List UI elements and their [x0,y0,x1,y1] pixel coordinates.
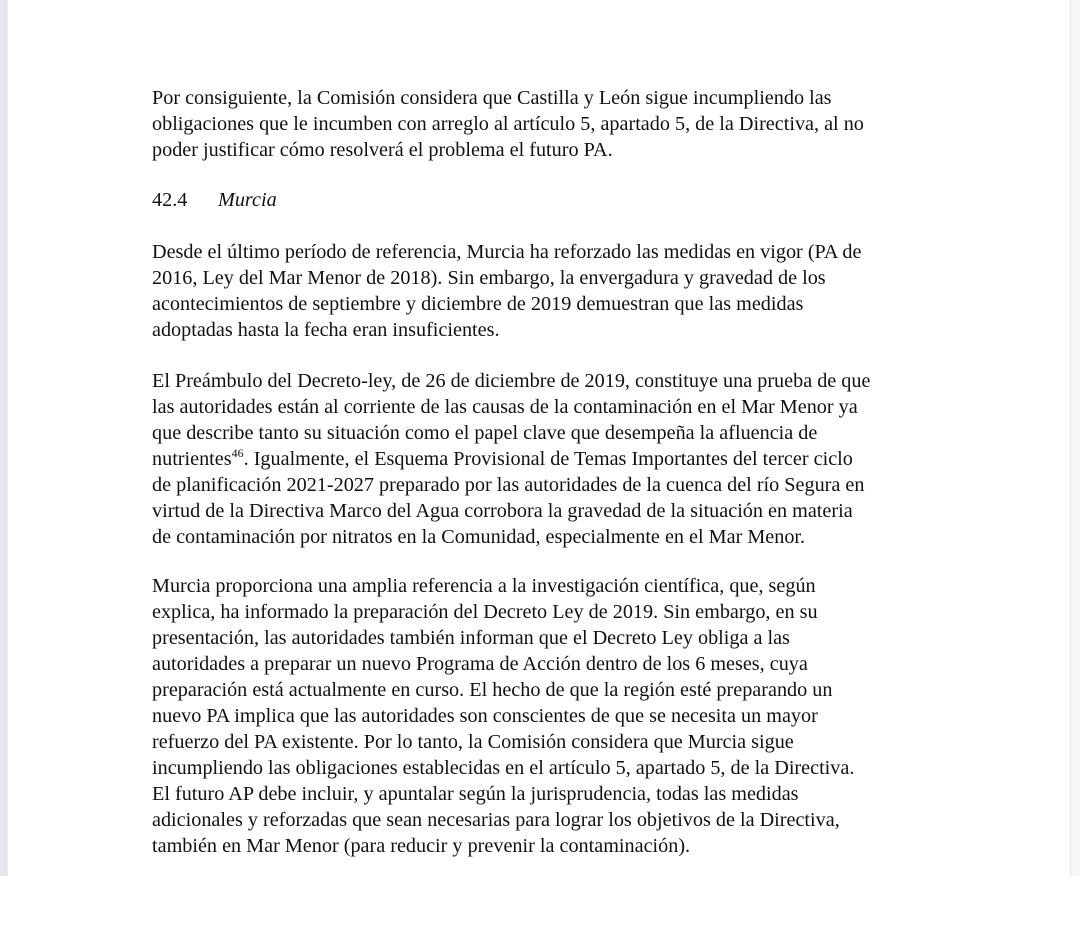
bottom-blank-area [0,876,1080,950]
paragraph-preambulo [152,368,964,550]
paragraph-murcia-intro: Desde el último período de referencia, Murcia ha reforzado las medidas en vigor (PA de 2016, Ley del Mar Menor de 2018). Sin embargo, la envergadura y gravedad de los acontecimientos de septiembre y diciembre de 2019 demuestran que las medidas adoptadas hasta la fecha eran insuficientes. [152,241,862,341]
section-number: 42.4 [152,189,188,211]
left-edge-shadow [0,0,8,876]
paragraph-preambulo-part-a: El Preámbulo del Decreto-ley, de 26 de diciembre de 2019, constituye una prueba de que las autoridades están al corriente de las causas de la contaminación en el Mar Menor ya que describe tanto su situación como el papel clave que desempeña la afluencia de nutrientes [152,370,871,470]
paragraph-preambulo-part-b: . Igualmente, el Esquema Provisional de Temas Importantes del tercer ciclo de planificación 2021-2027 preparado por las autoridades de la cuenca del río Segura en virtud de la Directiva Marco del Agua corrobora la gravedad de la situación en materia de contaminación por nitratos en la Comunidad, especialmente en el Mar Menor. [152,448,865,548]
paragraph-castilla-leon: Por consiguiente, la Comisión considera que Castilla y León sigue incumpliendo las obligaciones que le incumben con arreglo al artículo 5, apartado 5, de la Directiva, al no poder justificar cómo resolverá el problema el futuro PA. [152,87,864,161]
document-page [8,0,1070,876]
section-title: Murcia [218,189,277,211]
section-heading [152,187,964,213]
footnote-reference[interactable]: 46 [231,446,244,460]
paragraph-murcia-referencia: Murcia proporciona una amplia referencia a la investigación científica, que, según explica, ha informado la preparación del Decreto Ley de 2019. Sin embargo, en su presentación, las autoridades también informan que el Decreto Ley obliga a las autoridades a preparar un nuevo Programa de Acción dentro de los 6 meses, cuya preparación está actualmente en curso. El hecho de que la región esté preparando un nuevo PA implica que las autoridades son conscientes de que se necesita un mayor refuerzo del PA existente. Por lo tanto, la Comisión considera que Murcia sigue incumpliendo las obligaciones establecidas en el artículo 5, apartado 5, de la Directiva. El futuro AP debe incluir, y apuntalar según la jurisprudencia, todas las medidas adicionales y reforzadas que sean necesarias para lograr los objetivos de la Directiva, también en Mar Menor (para reducir y prevenir la contaminación). [152,575,855,857]
